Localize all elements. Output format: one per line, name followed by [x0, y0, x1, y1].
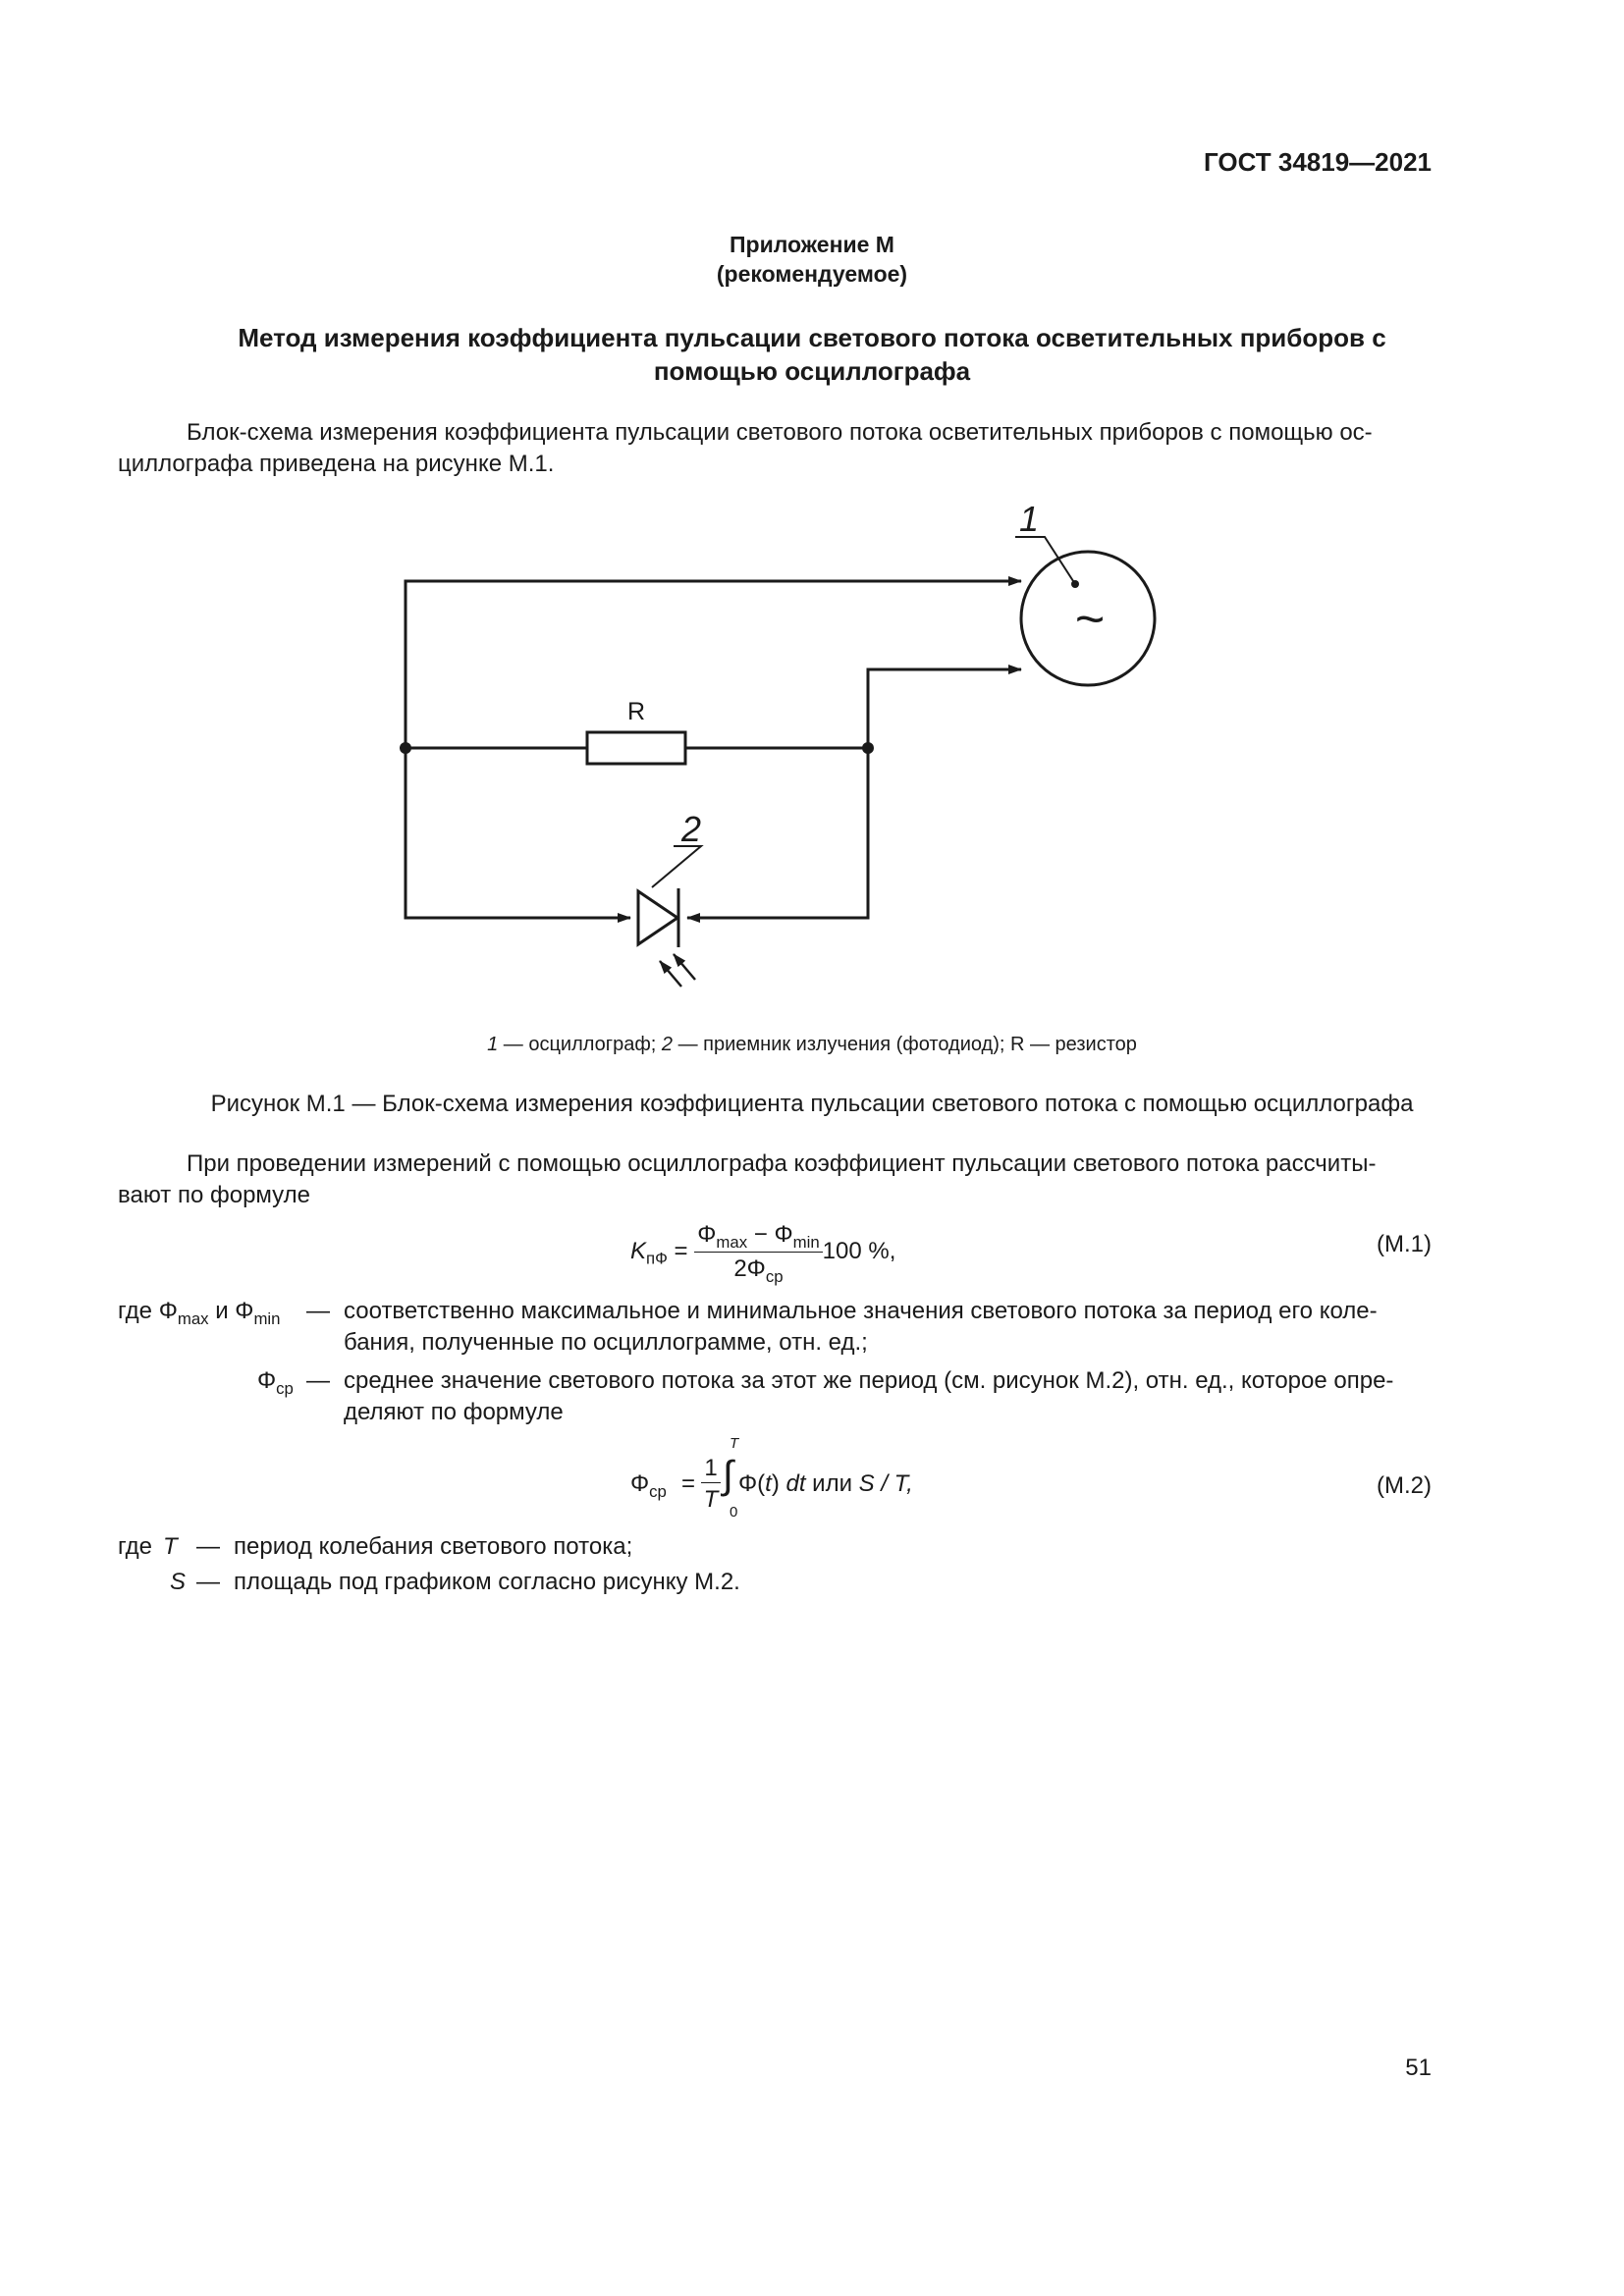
page-number: 51 [1405, 2055, 1432, 2081]
f2-dt: dt [785, 1470, 806, 1497]
f2-number: (М.2) [1377, 1472, 1432, 1499]
f1-eq: = [674, 1237, 688, 1264]
where1-term2-sym: Φ [257, 1367, 277, 1394]
para2-line1: При проведении измерений с помощью осциллографа коэффициент пульсации светового потока рассчиты- [187, 1150, 1377, 1177]
where1-term2 [257, 1363, 294, 1399]
figure-caption: Рисунок М.1 — Блок-схема измерения коэффициента пульсации светового потока с помощью осциллографа [210, 1091, 1414, 1117]
formula-m2 [0, 1437, 1624, 1535]
f1-num-b-sub: min [792, 1232, 820, 1252]
where2-s-sym: S [170, 1569, 187, 1595]
leader-2 [652, 846, 701, 887]
f1-k: K [630, 1237, 647, 1264]
where1-line3: среднее значение светового потока за этот же период (см. рисунок М.2), отн. ед., которое опре- [344, 1367, 1394, 1394]
f1-num-a: Φ [697, 1221, 717, 1248]
appendix-title: Приложение М [730, 232, 894, 257]
f1-minus: − [747, 1221, 775, 1248]
formula-m1 [0, 1205, 1624, 1284]
where1-sub-max: max [177, 1308, 209, 1328]
leader-1 [1015, 537, 1075, 584]
where2-prefix: где [118, 1533, 153, 1560]
f2-lower: 0 [730, 1504, 738, 1521]
legend-t1: — осциллограф; [498, 1034, 662, 1055]
where1-term [118, 1294, 280, 1329]
wire-bottom-right [687, 748, 868, 918]
oscilloscope-label: 1 [1018, 499, 1040, 539]
where1-line1: соответственно максимальное и минимальное значения светового потока за период его коле- [344, 1298, 1378, 1324]
where1-dash2: — [306, 1367, 330, 1394]
f2-or: или [805, 1470, 859, 1497]
resistor-label: R [626, 698, 646, 725]
where1-sub-min: min [253, 1308, 281, 1328]
intro-line2: циллографа приведена на рисунке М.1. [118, 451, 555, 477]
where1-and: и Φ [208, 1298, 254, 1324]
f2-num: 1 [701, 1455, 721, 1483]
f2-integrand: Φ( [738, 1470, 766, 1497]
junction-right [862, 742, 874, 754]
where2-t-text: период колебания светового потока; [234, 1533, 633, 1560]
intro-line1: Блок-схема измерения коэффициента пульсации светового потока осветительных приборов с помощью ос- [187, 419, 1373, 446]
document-code: ГОСТ 34819—2021 [1204, 147, 1432, 177]
wire-top [406, 581, 1021, 748]
photodiode-label: 2 [680, 809, 702, 849]
f2-lhs: Φ [630, 1470, 650, 1497]
wire-bottom-left [406, 748, 630, 918]
f1-tail: 100 %, [822, 1237, 896, 1264]
section-title-line1: Метод измерения коэффициента пульсации светового потока осветительных приборов с [238, 323, 1386, 352]
f2-close: ) [771, 1470, 780, 1497]
f2-lhs-sub: ср [649, 1481, 667, 1501]
where1-line4: деляют по формуле [344, 1399, 564, 1425]
f1-num-a-sub: max [716, 1232, 748, 1252]
where1-dash: — [306, 1298, 330, 1324]
f1-number: (М.1) [1377, 1231, 1432, 1257]
resistor [587, 732, 685, 764]
wire-signal [868, 669, 1021, 748]
f1-den: 2Φ [733, 1255, 766, 1282]
where1-prefix: где Φ [118, 1298, 178, 1324]
legend-n2: 2 [661, 1034, 674, 1055]
para2-line2: вают по формуле [118, 1182, 311, 1208]
f2-den: T [703, 1486, 719, 1513]
f2-var: t [765, 1470, 772, 1497]
f2-eq: = [681, 1470, 696, 1497]
where1-line2: бания, полученные по осциллограмме, отн. ед.; [344, 1329, 868, 1356]
tilde-symbol: ~ [1074, 591, 1106, 648]
where2-s-text: площадь под графиком согласно рисунку М.2. [234, 1569, 740, 1595]
light-arrow-2 [674, 954, 695, 980]
circuit-diagram [0, 0, 1624, 1050]
f1-fraction [694, 1219, 822, 1285]
f1-num-b: Φ [774, 1221, 793, 1248]
where2-t-sym: T [163, 1533, 178, 1560]
figure-legend [0, 1031, 1624, 1058]
f1-k-sub: пФ [646, 1249, 668, 1268]
legend-t2: — приемник излучения (фотодиод); R — резистор [673, 1034, 1137, 1055]
where1-term2-sub: ср [276, 1378, 294, 1398]
oscilloscope-dot [1071, 580, 1079, 588]
photodiode [638, 891, 677, 944]
light-arrow-1 [660, 961, 681, 987]
f2-integral: ∫ [723, 1454, 733, 1497]
where2-s-dash: — [196, 1569, 220, 1595]
section-title-line2: помощью осциллографа [653, 356, 971, 386]
legend-n1: 1 [487, 1034, 499, 1055]
appendix-status: (рекомендуемое) [716, 261, 908, 287]
f2-alt: S / T, [858, 1470, 913, 1497]
f2-upper: T [730, 1435, 739, 1452]
where2-t-dash: — [196, 1533, 220, 1560]
junction-left [400, 742, 411, 754]
f1-den-sub: ср [765, 1266, 784, 1286]
